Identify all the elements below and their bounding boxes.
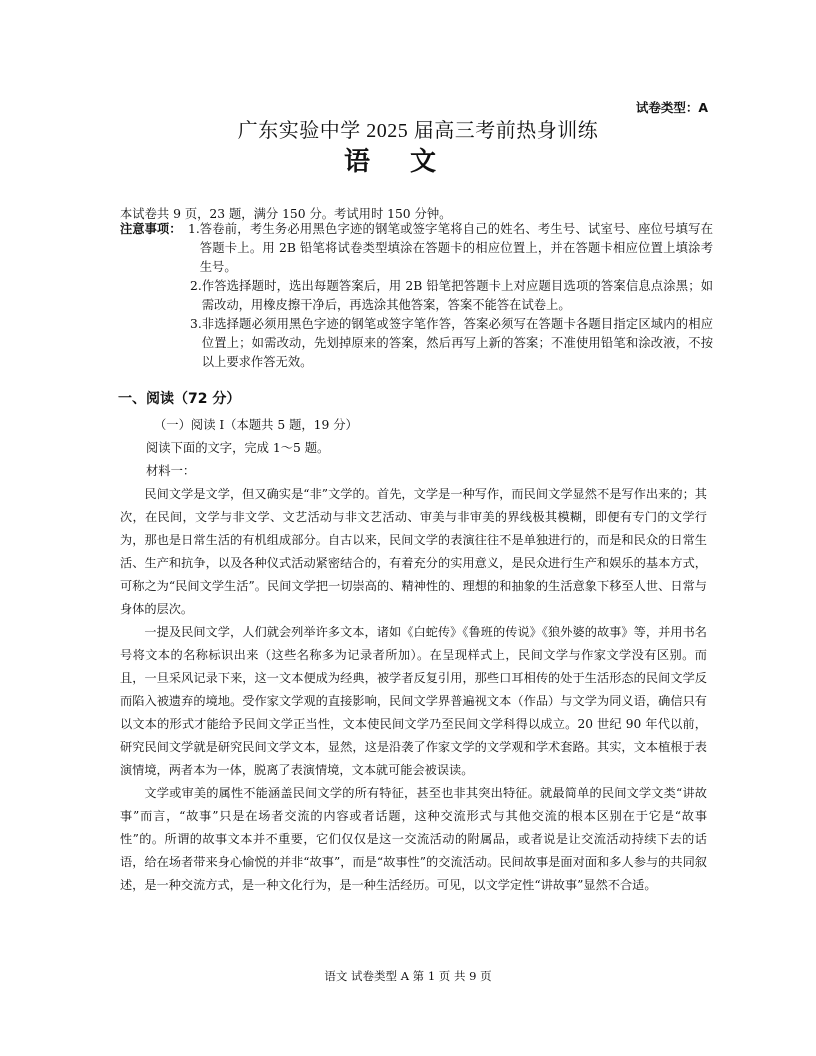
notice-item [188, 220, 713, 277]
section-heading: 一、阅读（72 分） [118, 391, 241, 407]
notice-item [188, 315, 713, 372]
notice-item-number: 3. [190, 317, 202, 331]
passage-paragraph: 一提及民间文学，人们就会列举许多文本，诸如《白蛇传》《鲁班的传说》《狼外婆的故事》等，并用书名号将文本的名称标识出来（这些名称多为记录者所加）。在呈现样式上，民间文学与作家文学没有区别。而且，一旦采风记录下来，这一文本便成为经典，被学者反复引用，那些口耳相传的处于生活形态的民间文学反而陷入被遗弃的境地。受作家文学观的直接影响，民间文学界普遍视文本（作品）与文学为同义语，确信只有以文本的形式才能给予民间文学正当性，文本使民间文学乃至民间文学科得以成立。20 世纪 90 年代以前，研究民间文学就是研究民间文学文本，显然，这是沿袭了作家文学的文学观和学术套路。其实，文本植根于表演情境，两者本为一体，脱离了表演情境，文本就可能会被误读。 [120, 625, 707, 777]
notice-item-text: 答卷前，考生务必用黑色字迹的钢笔或签字笔将自己的姓名、考生号、试室号、座位号填写在答题卡上。用 2B 铅笔将试卷类型填涂在答题卡的相应位置上，并在答题卡相应位置上填涂考生号。 [199, 222, 713, 274]
reading-passage [120, 483, 707, 897]
material-label: 材料一： [146, 464, 196, 478]
notice-item-number: 1. [188, 222, 200, 236]
notice-item-text: 作答选择题时，选出每题答案后，用 2B 铅笔把答题卡上对应题目选项的答案信息点涂黑；如需改动，用橡皮擦干净后，再选涂其他答案，答案不能答在试卷上。 [201, 279, 713, 312]
page-footer: 语文 试卷类型 A 第 1 页 共 9 页 [324, 969, 492, 983]
exam-title: 广东实验中学 2025 届高三考前热身训练 [237, 120, 599, 142]
paper-type-label: 试卷类型：A [635, 100, 708, 115]
exam-intro: 本试卷共 9 页，23 题，满分 150 分。考试用时 150 分钟。 [120, 207, 452, 221]
passage-paragraph: 民间文学是文学，但又确实是“非”文学的。首先，文学是一种写作，而民间文学显然不是写作出来的；其次，在民间，文学与非文学、文艺活动与非文艺活动、审美与非审美的界线极其模糊，即便有专门的文学行为，那也是日常生活的有机组成部分。自古以来，民间文学的表演往往不是单独进行的，而是和民众的日常生活、生产和抗争，以及各种仪式活动紧密结合的，有着充分的实用意义，是民众进行生产和娱乐的基本方式，可称之为“民间文学生活”。民间文学把一切崇高的、精神性的、理想的和抽象的生活意象下移至人世、日常与身体的层次。 [120, 487, 707, 616]
notice-item-number: 2. [190, 279, 202, 293]
passage-paragraph: 文学或审美的属性不能涵盖民间文学的所有特征，甚至也非其突出特征。就最简单的民间文学文类“讲故事”而言，“故事”只是在场者交流的内容或者话题，这种交流形式与其他交流的根本区别在于它是“故事性”的。所谓的故事文本并不重要，它们仅仅是这一交流活动的附属品，或者说是让交流活动持续下去的话语，给在场者带来身心愉悦的并非“故事”，而是“故事性”的交流活动。民间故事是面对面和多人参与的共同叙述，是一种交流方式，是一种文化行为，是一种生活经历。可见，以文学定性“讲故事”显然不合适。 [120, 786, 707, 892]
subject-title: 语文 [343, 147, 476, 177]
sub-heading: （一）阅读 I（本题共 5 题，19 分） [154, 418, 358, 432]
reading-instruction: 阅读下面的文字，完成 1～5 题。 [146, 441, 330, 455]
notice-item-text: 非选择题必须用黑色字迹的钢笔或签字笔作答，答案必须写在答题卡各题目指定区域内的相应位置上；如需改动，先划掉原来的答案，然后再写上新的答案；不准使用铅笔和涂改液，不按以上要求作答无效。 [201, 317, 713, 369]
notice-item [188, 277, 713, 315]
notice-label: 注意事项： [120, 222, 182, 236]
notice-list [188, 220, 713, 372]
